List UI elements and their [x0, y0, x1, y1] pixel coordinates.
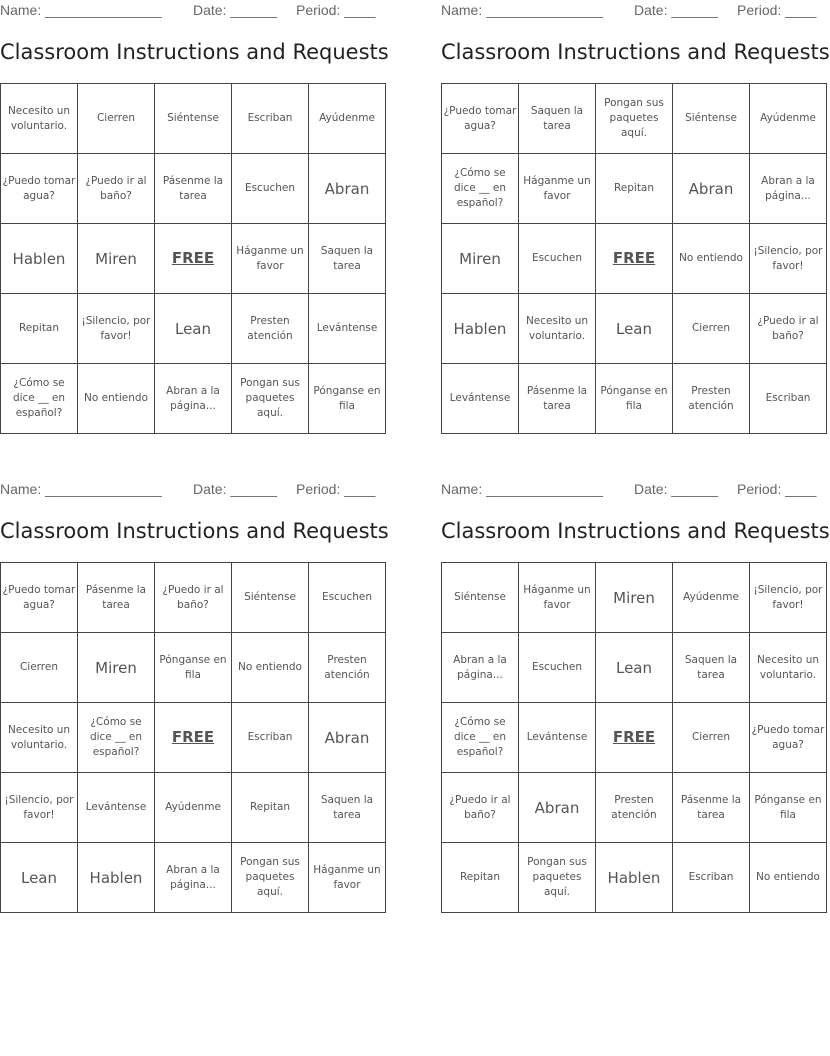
- bingo-cell: Hablen: [1, 224, 78, 294]
- bingo-cell: ¡Silencio, por favor!: [750, 224, 827, 294]
- student-info-header: [0, 481, 376, 499]
- student-info-header: [0, 2, 376, 20]
- bingo-cell: Háganme un favor: [519, 154, 596, 224]
- bingo-cell: Pónganse en fila: [155, 633, 232, 703]
- student-info-header: [441, 2, 817, 20]
- bingo-cell: Necesito un voluntario.: [750, 633, 827, 703]
- bingo-cell: Háganme un favor: [309, 843, 386, 913]
- grid-row: [442, 294, 827, 364]
- free-space-cell: FREE: [155, 224, 232, 294]
- period-field-label: Period: ____: [737, 2, 817, 18]
- bingo-cell: Escuchen: [309, 563, 386, 633]
- bingo-cell: Escuchen: [519, 224, 596, 294]
- bingo-cell: Cierren: [78, 84, 155, 154]
- card-title: Classroom Instructions and Requests: [441, 519, 830, 543]
- bingo-cell: Pásenme la tarea: [673, 773, 750, 843]
- grid-row: [442, 703, 827, 773]
- date-field-label: Date: ______: [193, 2, 278, 18]
- period-field-label: Period: ____: [296, 481, 376, 497]
- bingo-cell: Levántense: [78, 773, 155, 843]
- free-space-cell: FREE: [155, 703, 232, 773]
- bingo-cell: ¿Cómo se dice __ en español?: [442, 154, 519, 224]
- bingo-cell: ¿Puedo ir al baño?: [155, 563, 232, 633]
- bingo-cell: Abran a la página...: [442, 633, 519, 703]
- bingo-cell: Hablen: [596, 843, 673, 913]
- grid-row: [1, 364, 386, 434]
- bingo-cell: Háganme un favor: [519, 563, 596, 633]
- bingo-cell: Pónganse en fila: [309, 364, 386, 434]
- bingo-cell: Pónganse en fila: [750, 773, 827, 843]
- bingo-cell: Saquen la tarea: [309, 224, 386, 294]
- bingo-cell: Escuchen: [232, 154, 309, 224]
- bingo-cell: ¿Puedo ir al baño?: [78, 154, 155, 224]
- bingo-card-4: [441, 479, 830, 919]
- grid-row: [1, 843, 386, 913]
- bingo-cell: Abran: [673, 154, 750, 224]
- grid-row: [1, 224, 386, 294]
- bingo-cell: Lean: [596, 294, 673, 364]
- bingo-cell: Abran: [309, 703, 386, 773]
- bingo-cell: Repitan: [1, 294, 78, 364]
- bingo-card-3: [0, 479, 389, 919]
- bingo-cell: Miren: [78, 224, 155, 294]
- bingo-cell: ¿Puedo tomar agua?: [1, 154, 78, 224]
- bingo-cell: Escriban: [750, 364, 827, 434]
- bingo-cell: Abran a la página...: [155, 364, 232, 434]
- bingo-cell: Repitan: [232, 773, 309, 843]
- bingo-cell: Háganme un favor: [232, 224, 309, 294]
- grid-row: [1, 84, 386, 154]
- bingo-cell: ¿Puedo ir al baño?: [750, 294, 827, 364]
- bingo-cell: Siéntense: [673, 84, 750, 154]
- bingo-cell: No entiendo: [750, 843, 827, 913]
- bingo-cell: Levántense: [442, 364, 519, 434]
- bingo-cell: Escuchen: [519, 633, 596, 703]
- bingo-cell: Miren: [596, 563, 673, 633]
- free-space-cell: FREE: [596, 224, 673, 294]
- bingo-cell: Lean: [1, 843, 78, 913]
- bingo-cell: ¡Silencio, por favor!: [1, 773, 78, 843]
- bingo-cell: Lean: [155, 294, 232, 364]
- bingo-cell: ¿Cómo se dice __ en español?: [78, 703, 155, 773]
- bingo-cell: Levántense: [309, 294, 386, 364]
- bingo-cell: ¿Puedo tomar agua?: [442, 84, 519, 154]
- card-title: Classroom Instructions and Requests: [0, 519, 389, 543]
- bingo-cell: Escriban: [232, 703, 309, 773]
- period-field-label: Period: ____: [296, 2, 376, 18]
- bingo-cell: Miren: [442, 224, 519, 294]
- bingo-cell: Siéntense: [155, 84, 232, 154]
- bingo-card-1: [0, 0, 389, 440]
- date-field-label: Date: ______: [634, 2, 719, 18]
- grid-row: [1, 773, 386, 843]
- bingo-cell: ¿Cómo se dice __ en español?: [1, 364, 78, 434]
- bingo-cell: Pásenme la tarea: [519, 364, 596, 434]
- bingo-cell: Abran a la página...: [750, 154, 827, 224]
- bingo-grid: [0, 83, 386, 434]
- grid-row: [442, 224, 827, 294]
- date-field-label: Date: ______: [634, 481, 719, 497]
- bingo-cell: Miren: [78, 633, 155, 703]
- bingo-grid: [441, 562, 827, 913]
- bingo-cell: Presten atención: [596, 773, 673, 843]
- bingo-cell: Pónganse en fila: [596, 364, 673, 434]
- bingo-cell: Ayúdenme: [673, 563, 750, 633]
- bingo-cell: Presten atención: [309, 633, 386, 703]
- period-field-label: Period: ____: [737, 481, 817, 497]
- bingo-cell: Ayúdenme: [309, 84, 386, 154]
- bingo-cell: Saquen la tarea: [309, 773, 386, 843]
- bingo-cell: ¿Puedo ir al baño?: [442, 773, 519, 843]
- student-info-header: [441, 481, 817, 499]
- bingo-card-2: [441, 0, 830, 440]
- bingo-cell: Ayúdenme: [155, 773, 232, 843]
- grid-row: [1, 633, 386, 703]
- card-title: Classroom Instructions and Requests: [0, 40, 389, 64]
- grid-row: [1, 294, 386, 364]
- bingo-cell: Lean: [596, 633, 673, 703]
- bingo-cell: Abran: [309, 154, 386, 224]
- bingo-cell: Pásenme la tarea: [155, 154, 232, 224]
- bingo-cell: Necesito un voluntario.: [1, 84, 78, 154]
- grid-row: [1, 563, 386, 633]
- bingo-cell: ¿Puedo tomar agua?: [1, 563, 78, 633]
- grid-row: [442, 773, 827, 843]
- date-field-label: Date: ______: [193, 481, 278, 497]
- bingo-cell: Escriban: [232, 84, 309, 154]
- bingo-cell: Necesito un voluntario.: [1, 703, 78, 773]
- bingo-cell: ¿Cómo se dice __ en español?: [442, 703, 519, 773]
- grid-row: [442, 364, 827, 434]
- bingo-grid: [0, 562, 386, 913]
- bingo-cell: Cierren: [673, 294, 750, 364]
- bingo-cell: Siéntense: [232, 563, 309, 633]
- bingo-cell: Hablen: [78, 843, 155, 913]
- bingo-cell: Abran a la página...: [155, 843, 232, 913]
- bingo-cell: Presten atención: [673, 364, 750, 434]
- bingo-cell: Necesito un voluntario.: [519, 294, 596, 364]
- bingo-cell: No entiendo: [673, 224, 750, 294]
- bingo-cell: ¿Puedo tomar agua?: [750, 703, 827, 773]
- bingo-cell: Pongan sus paquetes aquí.: [519, 843, 596, 913]
- bingo-cell: Escriban: [673, 843, 750, 913]
- bingo-cell: No entiendo: [78, 364, 155, 434]
- grid-row: [442, 154, 827, 224]
- bingo-grid: [441, 83, 827, 434]
- bingo-cell: Pongan sus paquetes aquí.: [596, 84, 673, 154]
- bingo-cell: Repitan: [442, 843, 519, 913]
- name-field-label: Name: _______________: [0, 2, 162, 18]
- bingo-cell: Hablen: [442, 294, 519, 364]
- bingo-cell: Pongan sus paquetes aquí.: [232, 843, 309, 913]
- grid-row: [442, 843, 827, 913]
- bingo-cell: Cierren: [1, 633, 78, 703]
- grid-row: [442, 633, 827, 703]
- name-field-label: Name: _______________: [0, 481, 162, 497]
- free-space-cell: FREE: [596, 703, 673, 773]
- bingo-cell: Siéntense: [442, 563, 519, 633]
- bingo-cell: Ayúdenme: [750, 84, 827, 154]
- grid-row: [1, 703, 386, 773]
- name-field-label: Name: _______________: [441, 481, 603, 497]
- card-title: Classroom Instructions and Requests: [441, 40, 830, 64]
- grid-row: [442, 563, 827, 633]
- bingo-cell: Levántense: [519, 703, 596, 773]
- bingo-cell: Presten atención: [232, 294, 309, 364]
- bingo-cell: No entiendo: [232, 633, 309, 703]
- name-field-label: Name: _______________: [441, 2, 603, 18]
- grid-row: [1, 154, 386, 224]
- bingo-cell: Cierren: [673, 703, 750, 773]
- bingo-cell: Saquen la tarea: [519, 84, 596, 154]
- bingo-cell: Repitan: [596, 154, 673, 224]
- bingo-cell: ¡Silencio, por favor!: [750, 563, 827, 633]
- bingo-cell: Pongan sus paquetes aquí.: [232, 364, 309, 434]
- grid-row: [442, 84, 827, 154]
- bingo-cell: ¡Silencio, por favor!: [78, 294, 155, 364]
- bingo-cell: Pásenme la tarea: [78, 563, 155, 633]
- bingo-cell: Abran: [519, 773, 596, 843]
- bingo-cell: Saquen la tarea: [673, 633, 750, 703]
